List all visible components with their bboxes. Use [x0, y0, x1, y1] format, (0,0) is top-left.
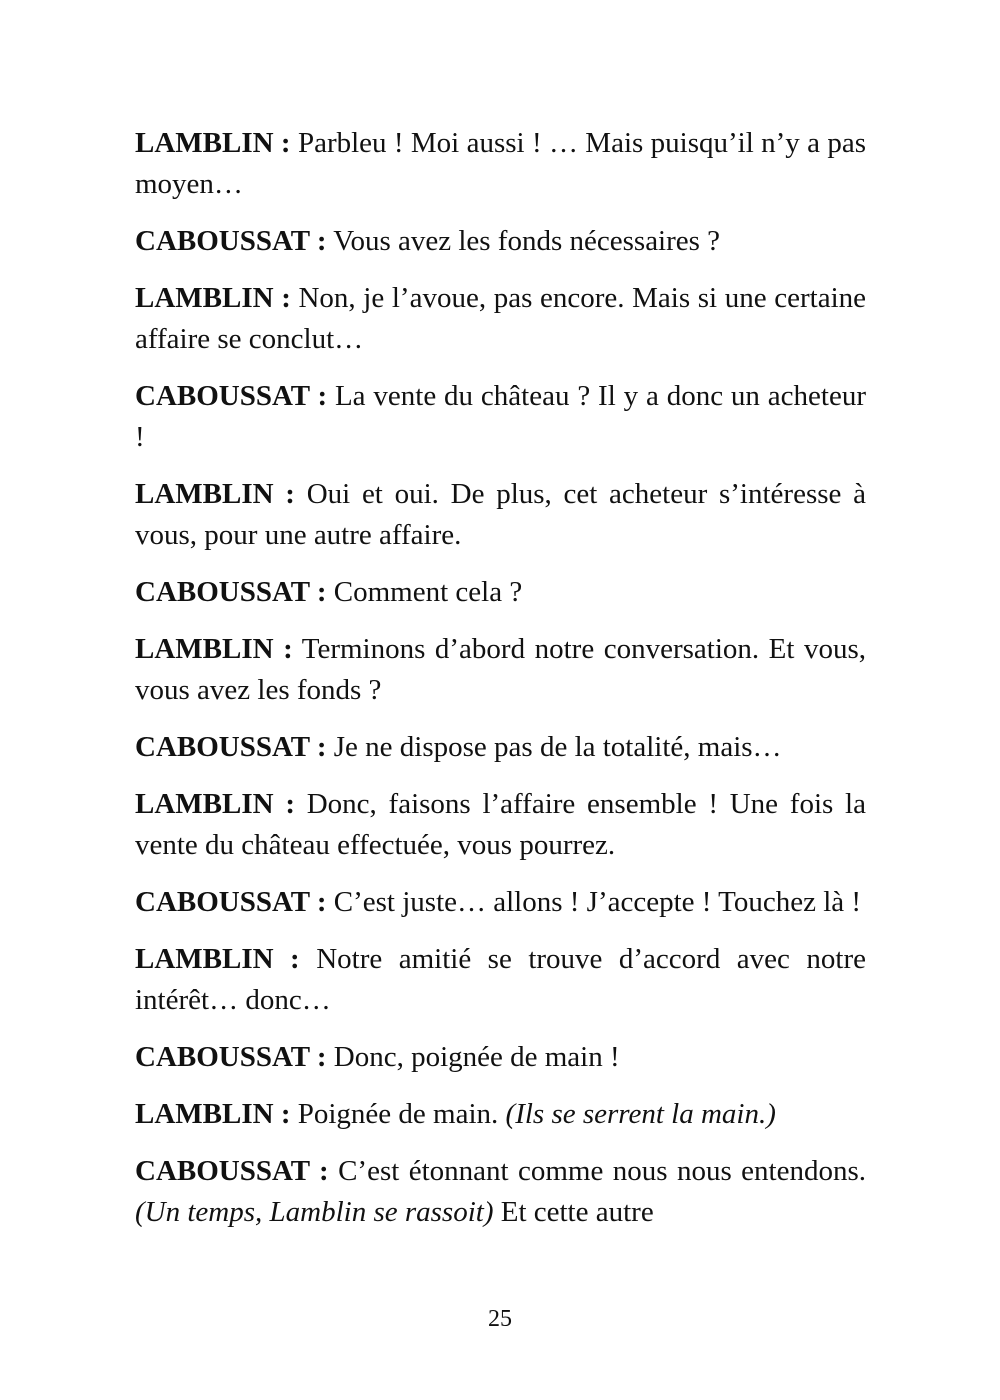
- line-text: Parbleu ! Moi aussi ! … Mais puisqu’il n’y a pas moyen…: [135, 127, 867, 200]
- speaker-name: CABOUSSAT :: [135, 225, 327, 257]
- dialogue-line: [135, 474, 866, 556]
- dialogue-line: [135, 882, 866, 923]
- dialogue-line: [135, 278, 866, 360]
- speaker-name: LAMBLIN :: [135, 478, 295, 510]
- dialogue-line: [135, 727, 866, 768]
- page-number: 25: [488, 1306, 512, 1332]
- dialogue-text: [135, 123, 866, 1249]
- line-text: Poignée de main.: [290, 1098, 506, 1130]
- line-text: Notre amitié se trouve d’accord avec notre intérêt… donc…: [135, 943, 866, 1016]
- line-text: Donc, poignée de main !: [326, 1041, 620, 1073]
- line-text: Oui et oui. De plus, cet acheteur s’intéresse à vous, pour une autre affaire.: [135, 478, 866, 551]
- dialogue-line: [135, 221, 866, 262]
- speaker-name: LAMBLIN :: [135, 788, 295, 820]
- speaker-name: CABOUSSAT :: [135, 731, 327, 763]
- line-text: Je ne dispose pas de la totalité, mais…: [326, 731, 782, 763]
- line-text: Comment cela ?: [326, 576, 523, 608]
- dialogue-line: [135, 572, 866, 613]
- dialogue-line: [135, 939, 866, 1021]
- stage-direction: (Un temps, Lamblin se rassoit): [135, 1196, 494, 1228]
- line-text: Non, je l’avoue, pas encore. Mais si une certaine affaire se conclut…: [135, 282, 866, 355]
- dialogue-line: [135, 1094, 866, 1135]
- speaker-name: LAMBLIN :: [135, 127, 291, 159]
- dialogue-line: [135, 784, 866, 866]
- line-text: La vente du château ? Il y a donc un acheteur !: [135, 380, 866, 453]
- line-text: Donc, faisons l’affaire ensemble ! Une fois la vente du château effectuée, vous pourrez.: [135, 788, 866, 861]
- speaker-name: CABOUSSAT :: [135, 886, 327, 918]
- dialogue-line: [135, 1037, 866, 1078]
- dialogue-line: [135, 123, 866, 205]
- line-text-continued: Et cette autre: [493, 1196, 654, 1228]
- speaker-name: LAMBLIN :: [135, 943, 300, 975]
- line-text: Vous avez les fonds nécessaires ?: [326, 225, 721, 257]
- speaker-name: CABOUSSAT :: [135, 380, 328, 412]
- dialogue-line: [135, 376, 866, 458]
- dialogue-line: [135, 1151, 866, 1233]
- speaker-name: LAMBLIN :: [135, 282, 291, 314]
- line-text: Terminons d’abord notre conversation. Et vous, vous avez les fonds ?: [135, 633, 866, 706]
- speaker-name: LAMBLIN :: [135, 633, 293, 665]
- stage-direction: (Ils se serrent la main.): [505, 1098, 776, 1130]
- speaker-name: CABOUSSAT :: [135, 1041, 327, 1073]
- speaker-name: LAMBLIN :: [135, 1098, 291, 1130]
- speaker-name: CABOUSSAT :: [135, 1155, 329, 1187]
- line-text: C’est juste… allons ! J’accepte ! Touchez là !: [326, 886, 862, 918]
- speaker-name: CABOUSSAT :: [135, 576, 327, 608]
- line-text: C’est étonnant comme nous nous entendons.: [328, 1155, 866, 1187]
- dialogue-line: [135, 629, 866, 711]
